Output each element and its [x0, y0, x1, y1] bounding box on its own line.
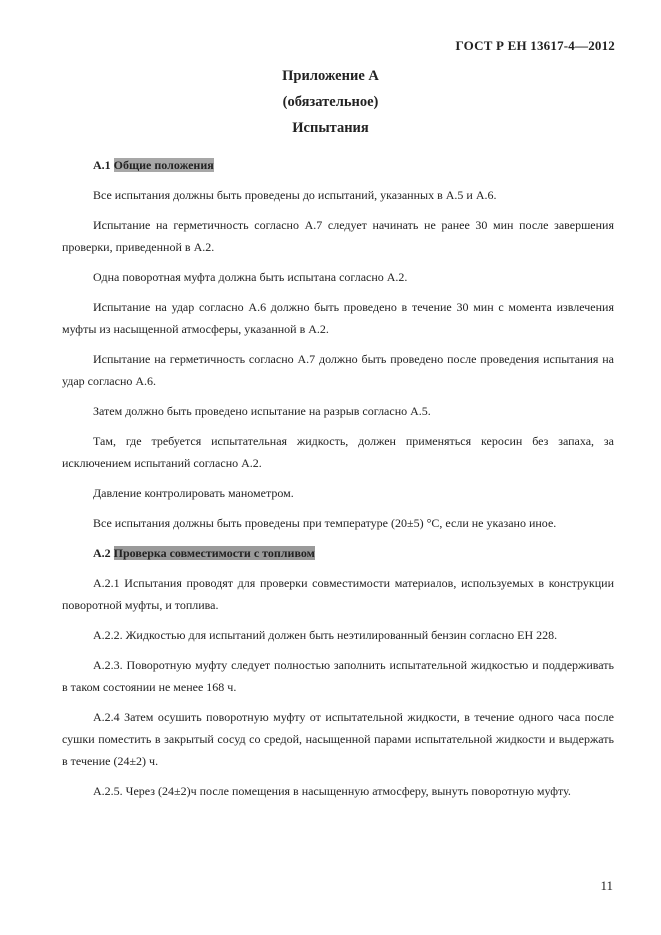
paragraph: А.2.4 Затем осушить поворотную муфту от испытательной жидкости, в течение одного часа после сушки поместить в закрытый сосуд со средой, насыщенной парами испытательной жидкости и выдержать в течение (24±2) ч.	[62, 710, 614, 768]
appendix-titles	[0, 68, 661, 146]
paragraph: Испытание на удар согласно А.6 должно быть проведено в течение 30 мин с момента извлечения муфты из насыщенной атмосферы, указанной в А.2.	[62, 300, 614, 336]
paragraph: Затем должно быть проведено испытание на разрыв согласно А.5.	[93, 404, 431, 418]
paragraph: А.2.5. Через (24±2)ч после помещения в насыщенную атмосферу, вынуть поворотную муфту.	[93, 784, 571, 798]
section-heading-a2	[62, 542, 614, 564]
paragraph: Давление контролировать манометром.	[93, 486, 294, 500]
paragraph: А.2.1 Испытания проводят для проверки совместимости материалов, используемых в конструкции поворотной муфты, и топлива.	[62, 576, 614, 612]
paragraph: Испытание на герметичность согласно А.7 должно быть проведено после проведения испытания на удар согласно А.6.	[62, 352, 614, 388]
appendix-type: (обязательное)	[282, 94, 379, 110]
paragraph: Все испытания должны быть проведены до испытаний, указанных в А.5 и А.6.	[93, 188, 497, 202]
document-body	[62, 154, 614, 810]
paragraph: Одна поворотная муфта должна быть испытана согласно А.2.	[93, 270, 408, 284]
paragraph: Там, где требуется испытательная жидкость, должен применяться керосин без запаха, за исключением испытаний согласно А.2.	[62, 434, 614, 470]
document-code-header: ГОСТ Р ЕН 13617-4—2012	[455, 38, 615, 53]
appendix-title: Приложение А	[282, 68, 379, 84]
page-number: 11	[600, 878, 613, 893]
section-title: Проверка совместимости с топливом	[113, 546, 315, 560]
paragraph: Испытание на герметичность согласно А.7 следует начинать не ранее 30 мин после завершения проверки, приведенной в А.2.	[62, 218, 614, 254]
section-title: Общие положения	[113, 158, 214, 172]
paragraph: А.2.3. Поворотную муфту следует полностью заполнить испытательной жидкостью и поддерживать в таком состоянии не менее 168 ч.	[62, 658, 614, 694]
appendix-name: Испытания	[292, 120, 369, 136]
paragraph: А.2.2. Жидкостью для испытаний должен быть неэтилированный бензин согласно ЕН 228.	[93, 628, 558, 642]
paragraph: Все испытания должны быть проведены при температуре (20±5) °С, если не указано иное.	[93, 516, 557, 530]
section-number: А.1	[93, 158, 111, 172]
section-number: А.2	[93, 546, 111, 560]
section-heading-a1	[62, 154, 614, 176]
